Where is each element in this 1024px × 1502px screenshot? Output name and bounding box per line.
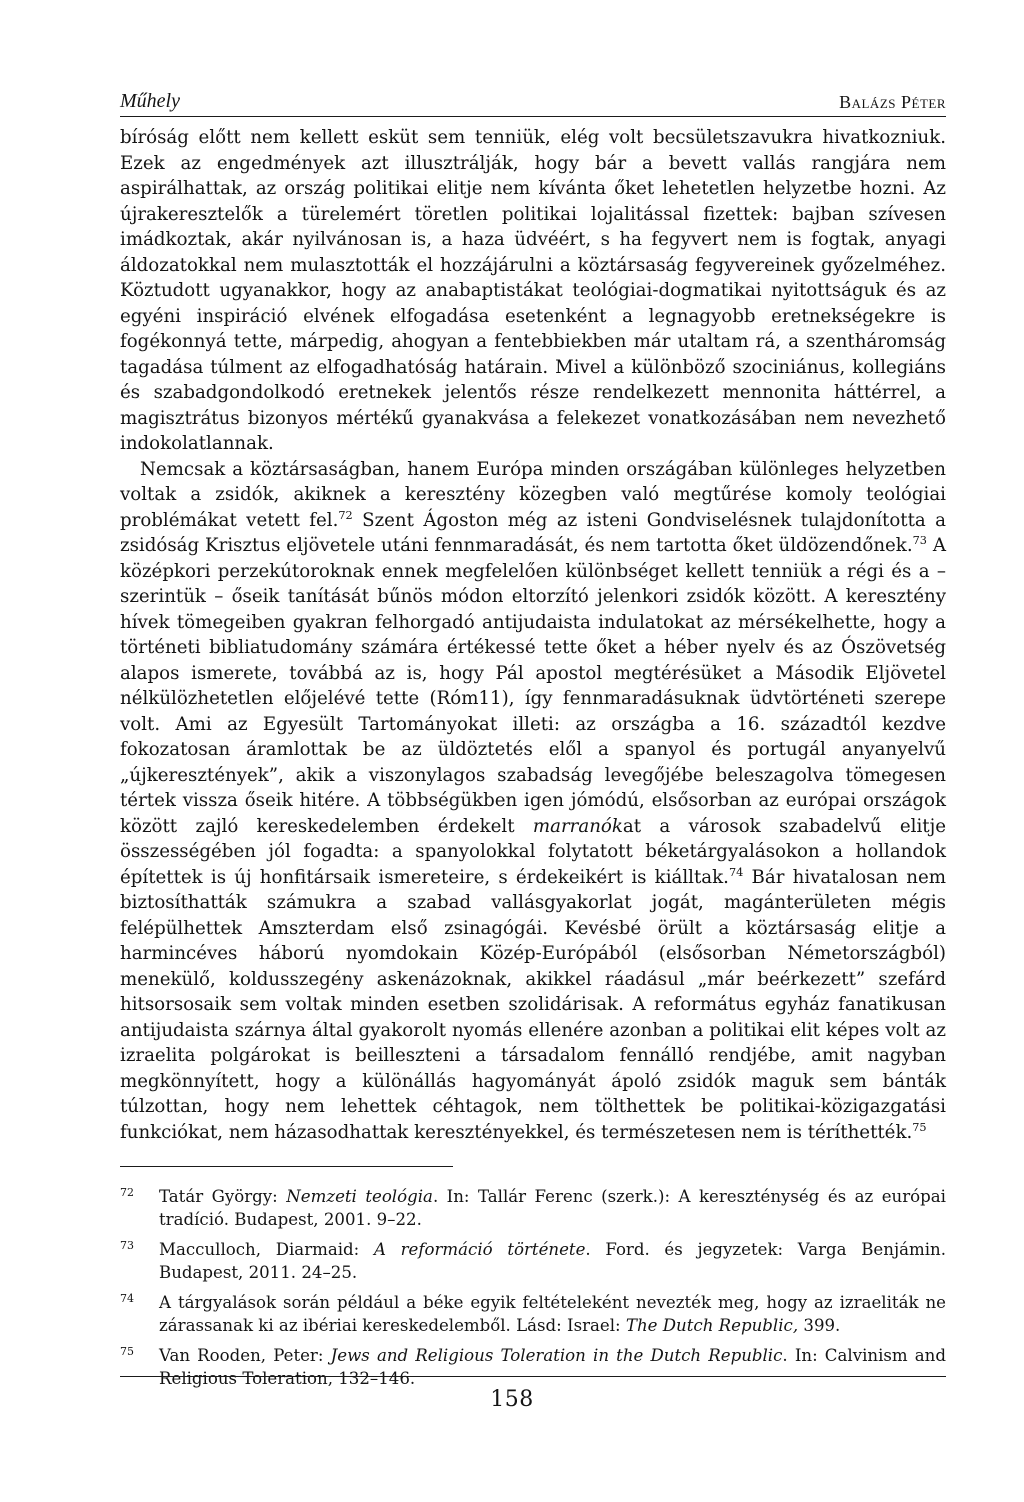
footnote-75: [120, 1345, 946, 1390]
footnote-text: . In: Calvinism and Religious Toleration, 132–146.: [159, 1346, 946, 1388]
section-title: Műhely: [120, 90, 180, 112]
footnote-separator: [120, 1166, 453, 1167]
paragraph-2-text-a: Nemcsak a köztársaságban, hanem Európa minden országában különleges helyzetben voltak a zsidók, akiknek a keresztény közegben való megtűrése komoly teológiai problémákat vetett fel.: [120, 458, 946, 531]
footnote-73: [120, 1239, 946, 1284]
footnote-ref-73[interactable]: 73: [912, 533, 927, 547]
page-bottom-rule: [120, 1376, 946, 1377]
paragraph-1: [120, 125, 946, 457]
footnote-text: 399.: [798, 1315, 841, 1335]
footnote-title: A reformáció története: [373, 1240, 586, 1259]
footnote-text: Macculloch, Diarmaid:: [159, 1240, 374, 1259]
paragraph-1-text: bíróság előtt nem kellett esküt sem tenniük, elég volt becsületszavukra hivatkozniuk. Ezek az engedmények azt illusztrálják, hogy bár a bevett vallás rangjára nem aspirálhattak, az ország politikai elitje nem kívánta őket lehetetlen helyzetbe hozni. Az újrakeresztelők a türelemért töretlen politikai lojalitással fizettek: bajban szívesen imádkoztak, akár nyilvánosan is, a haza üdvéért, s ha fegyvert nem is fogtak, anyagi áldozatokkal nem mulasztották el hozzájárulni a köztársaság fegyvereinek győzelméhez. Köztudott ugyanakkor, hogy az anabaptistákat teológiai-dogmatikai nyitottságuk és az egyéni inspiráció elvének elfogadása esetenként a legnagyobb eretnekségekre is fogékonnyá tette, márpedig, ahogyan a fentebbiekben már utaltam rá, a szentháromság tagadása túlment az elfogadhatóság határain. Mivel a különböző szociniánus, kollegiáns és szabadgondolkodó eretnekek jelentős része rendelkezett mennonita háttérrel, a magisztrátus bizonyos mértékű gyanakvása a felekezet vonatkozásában nem nevezhető indokolatlannak.: [120, 127, 946, 454]
paragraph-2-text-b: Szent Ágoston még az isteni Gondviselésnek tulajdonította a zsidóság Krisztus eljövetele utáni fennmaradását, és nem tartotta őket üldözendőnek.: [120, 509, 947, 556]
footnote-72: [120, 1186, 946, 1231]
main-text: [120, 125, 946, 1145]
paragraph-2-text-c: A középkori perzekútoroknak ennek megfelelően különbséget kellett tenniük a régi és a – szerintük – őseik tanítását bűnös módon eltorzító jelenkori zsidók között. A keresztény hívek tömegeiben gyakran felhorgadó antijudaista indulatokat az mérsékelhette, hogy a történeti bibliatudomány számára értékessé tette őket a héber nyelv és az Ószövetség alapos ismerete, továbbá az is, hogy Pál apostol megtérésüket a Második Eljövetel nélkülözhetetlen előjelévé tette (Róm11), így fennmaradásuknak üdvtörténeti szerepe volt. Ami az Egyesült Tartományokat illeti: az országba a 16. századtól kezdve fokozatosan áramlottak be az üldöztetés elől a spanyol és portugál anyanyelvű „újkeresztények”, akik a viszonylagos szabadság levegőjébe beleszagolva tömegesen tértek vissza őseik hitére. A többségükben igen jómódú, elsősorban az európai országok között zajló kereskedelemben érdekelt: [120, 535, 946, 837]
footnote-number: 75: [120, 1345, 134, 1358]
footnotes: [120, 1186, 946, 1398]
footnote-ref-72[interactable]: 72: [338, 508, 353, 522]
footnote-ref-74[interactable]: 74: [728, 865, 744, 879]
footnote-text: Tatár György:: [159, 1187, 287, 1206]
footnote-text: Van Rooden, Peter:: [159, 1346, 331, 1365]
footnote-text: . Ford. és jegyzetek: Varga Benjámin. Budapest, 2011. 24–25.: [159, 1240, 946, 1282]
footnote-title: Nemzeti teológia: [286, 1187, 433, 1206]
footnote-title: Jews and Religious Toleration in the Dutch Republic: [330, 1346, 783, 1365]
footnote-74: [120, 1292, 946, 1337]
footnote-number: 74: [120, 1292, 134, 1305]
italic-term: marranók: [532, 815, 623, 837]
footnote-text: . In: Tallár Ferenc (szerk.): A kereszténység és az európai tradíció. Budapest, 2001. 9–22.: [159, 1187, 946, 1229]
footnote-number: 73: [120, 1239, 134, 1252]
running-header: [120, 88, 946, 117]
paragraph-2: [120, 457, 946, 1146]
page-number: 158: [490, 1387, 534, 1412]
author-name: Balázs Péter: [839, 92, 946, 112]
footnote-number: 72: [120, 1186, 134, 1199]
footnote-title: The Dutch Republic,: [625, 1315, 799, 1335]
paragraph-2-text-e: Bár hivatalosan nem biztosíthatták számukra a szabad vallásgyakorlat jogát, magánterületen mégis felépülhettek Amszterdam első zsinagógái. Kevésbé örült a köztársaság elitje a harmincéves háború nyomdokain Közép-Európából (elsősorban Németországból) menekülő, koldusszegény askenázoknak, akikkel ráadásul „már beérkezett” szefárd hitsorsosaik sem voltak minden esetben szolidárisak. A református egyház fanatikusan antijudaista szárnya által gyakorolt nyomás ellenére azonban a politikai elit képes volt az izraelita polgárokat is beilleszteni a társadalom fennálló rendjébe, amit nagyban megkönnyített, hogy a különállás hagyományát ápoló zsidók maguk sem bánták túlzottan, hogy nem lehettek céhtagok, nem tölthettek be politikai-közigazgatási funkciókat, nem házasodhattak keresztényekkel, és természetesen nem is téríthették.: [120, 866, 946, 1143]
paragraph-2-text-d: at a városok szabadelvű elitje összességében jól fogadta: a spanyolokkal folytatott béketárgyalásokon a hollandok építettek is új honfitársaik ismereteire, s érdekeikért is kiálltak.: [120, 815, 946, 888]
footnote-ref-75[interactable]: 75: [912, 1120, 927, 1134]
footnote-text: A tárgyalások során például a béke egyik feltételeként nevezték meg, hogy az izraeliták ne zárassanak ki az ibériai kereskedelemből. Lásd: Israel:: [159, 1293, 946, 1335]
